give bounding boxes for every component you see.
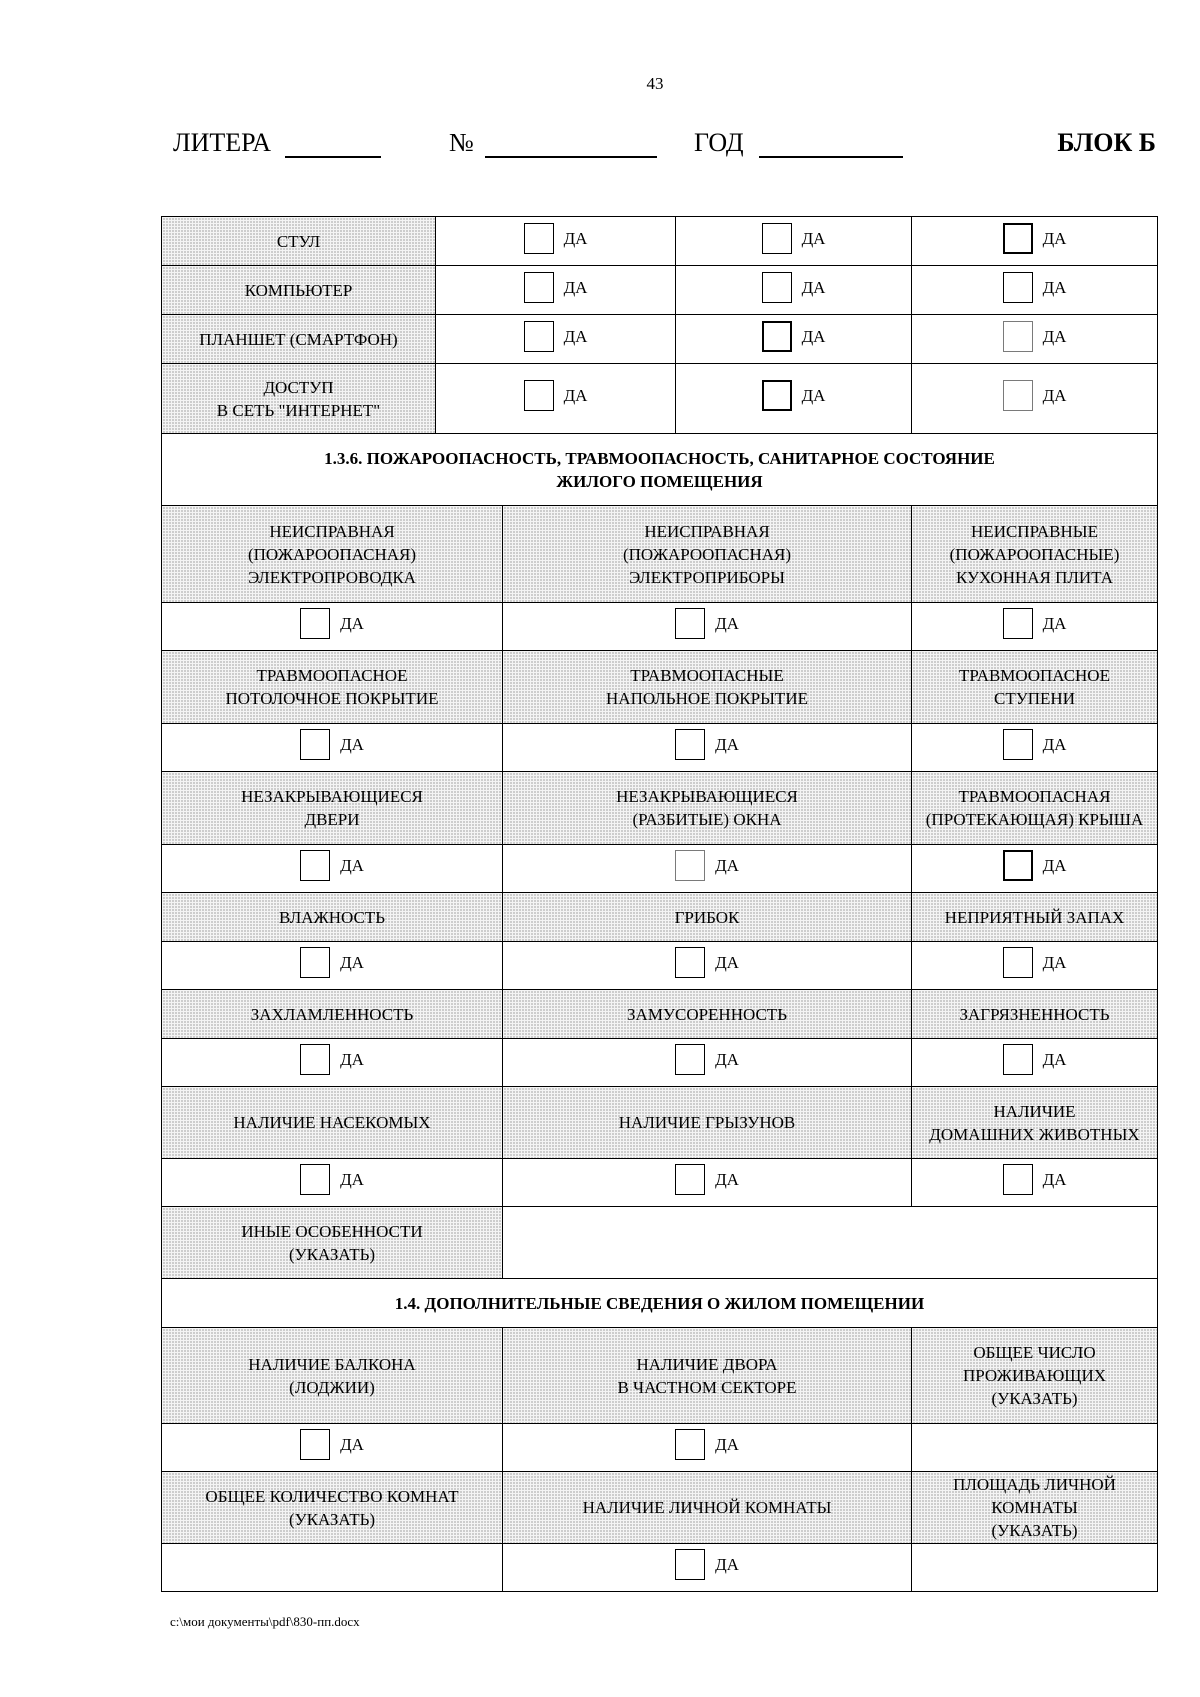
hazard-label: ВЛАЖНОСТЬ [162, 893, 503, 942]
checkbox-square[interactable] [524, 380, 554, 411]
checkbox-square[interactable] [762, 380, 792, 411]
hazard-label: НАЛИЧИЕ НАСЕКОМЫХ [162, 1087, 503, 1159]
hazard-label-row [162, 1087, 1158, 1159]
rooms-count-field[interactable] [162, 1544, 503, 1592]
hazard-label: НЕЗАКРЫВАЮЩИЕСЯ (РАЗБИТЫЕ) ОКНА [503, 772, 912, 845]
hazard-label: ЗАХЛАМЛЕННОСТЬ [162, 990, 503, 1039]
hazard-check-row [162, 942, 1158, 990]
extra-info-label: ПЛОЩАДЬ ЛИЧНОЙ КОМНАТЫ (УКАЗАТЬ) [912, 1472, 1158, 1544]
yes-checkbox[interactable]: ДА [675, 1429, 739, 1460]
checkbox-square[interactable] [1003, 321, 1033, 352]
yes-checkbox[interactable]: ДА [524, 272, 588, 303]
extra-info-label: ОБЩЕЕ ЧИСЛО ПРОЖИВАЮЩИХ (УКАЗАТЬ) [912, 1328, 1158, 1424]
hazard-label: НЕИСПРАВНАЯ (ПОЖАРООПАСНАЯ) ЭЛЕКТРОПРОВОДКА [162, 506, 503, 603]
equipment-label: СТУЛ [162, 217, 436, 266]
checkbox-square[interactable] [675, 1429, 705, 1460]
hazard-check-row [162, 1159, 1158, 1207]
equipment-label: ПЛАНШЕТ (СМАРТФОН) [162, 315, 436, 364]
checkbox-square[interactable] [524, 321, 554, 352]
hazard-label: ТРАВМООПАСНЫЕ НАПОЛЬНОЕ ПОКРЫТИЕ [503, 651, 912, 724]
equipment-label: КОМПЬЮТЕР [162, 266, 436, 315]
checkbox-square[interactable] [1003, 223, 1033, 254]
checkbox-square[interactable] [675, 729, 705, 760]
yes-checkbox[interactable]: ДА [762, 223, 826, 254]
yes-checkbox[interactable]: ДА [1003, 321, 1067, 352]
hazard-label-row [162, 651, 1158, 724]
extra-info-label: НАЛИЧИЕ ДВОРА В ЧАСТНОМ СЕКТОРЕ [503, 1328, 912, 1424]
extra-info-label: НАЛИЧИЕ ЛИЧНОЙ КОМНАТЫ [503, 1472, 912, 1544]
checkbox-square[interactable] [1003, 1164, 1033, 1195]
checkbox-square[interactable] [675, 1549, 705, 1580]
hazard-label: НЕИСПРАВНАЯ (ПОЖАРООПАСНАЯ) ЭЛЕКТРОПРИБОРЫ [503, 506, 912, 603]
hazard-check-row [162, 1039, 1158, 1087]
checkbox-square[interactable] [1003, 1044, 1033, 1075]
hazard-label: ЗАГРЯЗНЕННОСТЬ [912, 990, 1158, 1039]
extra-info-check-row [162, 1544, 1158, 1592]
checkbox-square[interactable] [300, 608, 330, 639]
yes-checkbox[interactable]: ДА [1003, 1164, 1067, 1195]
hazard-label-row [162, 506, 1158, 603]
checkbox-square[interactable] [762, 223, 792, 254]
yes-checkbox[interactable]: ДА [524, 223, 588, 254]
hazard-label: НАЛИЧИЕ ДОМАШНИХ ЖИВОТНЫХ [912, 1087, 1158, 1159]
checkbox-square[interactable] [300, 1164, 330, 1195]
yes-checkbox[interactable]: ДА [300, 947, 364, 978]
yes-checkbox[interactable]: ДА [762, 321, 826, 352]
yes-checkbox[interactable]: ДА [675, 1549, 739, 1580]
yes-checkbox[interactable]: ДА [675, 608, 739, 639]
hazard-label: НАЛИЧИЕ ГРЫЗУНОВ [503, 1087, 912, 1159]
hazard-label: ЗАМУСОРЕННОСТЬ [503, 990, 912, 1039]
other-features-label: ИНЫЕ ОСОБЕННОСТИ (УКАЗАТЬ) [162, 1207, 503, 1279]
checkbox-square[interactable] [300, 1044, 330, 1075]
number-label: № [449, 128, 474, 157]
yes-checkbox[interactable]: ДА [1003, 380, 1067, 411]
checkbox-square[interactable] [1003, 608, 1033, 639]
extra-info-label-row [162, 1472, 1158, 1544]
yes-checkbox[interactable]: ДА [300, 729, 364, 760]
hazard-label-row [162, 772, 1158, 845]
yes-checkbox[interactable]: ДА [762, 380, 826, 411]
checkbox-square[interactable] [675, 608, 705, 639]
hazard-label: ТРАВМООПАСНОЕ ПОТОЛОЧНОЕ ПОКРЫТИЕ [162, 651, 503, 724]
hazard-label: ТРАВМООПАСНАЯ (ПРОТЕКАЮЩАЯ) КРЫША [912, 772, 1158, 845]
checkbox-square[interactable] [300, 729, 330, 760]
checkbox-square[interactable] [300, 1429, 330, 1460]
hazard-label-row [162, 990, 1158, 1039]
yes-checkbox[interactable]: ДА [675, 850, 739, 881]
hazard-label: НЕПРИЯТНЫЙ ЗАПАХ [912, 893, 1158, 942]
other-features-field[interactable] [503, 1207, 1158, 1279]
yes-checkbox[interactable]: ДА [1003, 223, 1067, 254]
footer-file-path: c:\мои документы\pdf\830-пп.docx [170, 1614, 360, 1629]
yes-checkbox[interactable]: ДА [1003, 729, 1067, 760]
checkbox-square[interactable] [762, 272, 792, 303]
yes-checkbox[interactable]: ДА [524, 380, 588, 411]
hazard-check-row [162, 845, 1158, 893]
number-field[interactable] [485, 156, 657, 158]
checkbox-square[interactable] [1003, 947, 1033, 978]
checkbox-square[interactable] [524, 272, 554, 303]
section-136-title: 1.3.6. ПОЖАРООПАСНОСТЬ, ТРАВМООПАСНОСТЬ, САНИТАРНОЕ СОСТОЯНИЕ ЖИЛОГО ПОМЕЩЕНИЯ [162, 434, 1158, 506]
checkbox-square[interactable] [675, 1164, 705, 1195]
yes-checkbox[interactable]: ДА [1003, 1044, 1067, 1075]
hazard-label: НЕИСПРАВНЫЕ (ПОЖАРООПАСНЫЕ) КУХОННАЯ ПЛИТА [912, 506, 1158, 603]
year-label: ГОД [694, 128, 744, 157]
year-field[interactable] [759, 156, 903, 158]
residents-count-field[interactable] [912, 1424, 1158, 1472]
yes-checkbox[interactable]: ДА [762, 272, 826, 303]
yes-checkbox[interactable]: ДА [1003, 850, 1067, 881]
checkbox-square[interactable] [675, 1044, 705, 1075]
equipment-row [162, 315, 1158, 364]
equipment-row [162, 217, 1158, 266]
section-136-header-row [162, 434, 1158, 506]
yes-checkbox[interactable]: ДА [1003, 608, 1067, 639]
yes-checkbox[interactable]: ДА [300, 850, 364, 881]
yes-checkbox[interactable]: ДА [300, 1429, 364, 1460]
checkbox-square[interactable] [300, 947, 330, 978]
checkbox-square[interactable] [300, 850, 330, 881]
extra-info-label: ОБЩЕЕ КОЛИЧЕСТВО КОМНАТ (УКАЗАТЬ) [162, 1472, 503, 1544]
yes-checkbox[interactable]: ДА [300, 608, 364, 639]
section-14-title: 1.4. ДОПОЛНИТЕЛЬНЫЕ СВЕДЕНИЯ О ЖИЛОМ ПОМЕЩЕНИИ [162, 1279, 1158, 1328]
yes-checkbox[interactable]: ДА [675, 1044, 739, 1075]
extra-info-label: НАЛИЧИЕ БАЛКОНА (ЛОДЖИИ) [162, 1328, 503, 1424]
checkbox-square[interactable] [1003, 850, 1033, 881]
checkbox-square[interactable] [1003, 272, 1033, 303]
section-14-header-row [162, 1279, 1158, 1328]
other-features-row [162, 1207, 1158, 1279]
checkbox-square[interactable] [1003, 729, 1033, 760]
room-area-field[interactable] [912, 1544, 1158, 1592]
hazard-check-row [162, 603, 1158, 651]
hazard-label: НЕЗАКРЫВАЮЩИЕСЯ ДВЕРИ [162, 772, 503, 845]
litera-field[interactable] [285, 156, 381, 158]
yes-checkbox[interactable]: ДА [1003, 947, 1067, 978]
hazard-label: ГРИБОК [503, 893, 912, 942]
extra-info-label-row [162, 1328, 1158, 1424]
extra-info-check-row [162, 1424, 1158, 1472]
checkbox-square[interactable] [524, 223, 554, 254]
yes-checkbox[interactable]: ДА [675, 729, 739, 760]
document-header [173, 128, 1156, 168]
checkbox-square[interactable] [1003, 380, 1033, 411]
equipment-label: ДОСТУП В СЕТЬ "ИНТЕРНЕТ" [162, 364, 436, 434]
hazard-label: ТРАВМООПАСНОЕ СТУПЕНИ [912, 651, 1158, 724]
hazard-check-row [162, 724, 1158, 772]
checkbox-square[interactable] [675, 947, 705, 978]
yes-checkbox[interactable]: ДА [1003, 272, 1067, 303]
survey-form-table [161, 216, 1158, 1592]
yes-checkbox[interactable]: ДА [675, 1164, 739, 1195]
yes-checkbox[interactable]: ДА [675, 947, 739, 978]
equipment-row [162, 364, 1158, 434]
yes-checkbox[interactable]: ДА [300, 1044, 364, 1075]
hazard-label-row [162, 893, 1158, 942]
equipment-row [162, 266, 1158, 315]
block-label: БЛОК Б [1057, 128, 1156, 157]
checkbox-square[interactable] [762, 321, 792, 352]
yes-checkbox[interactable]: ДА [300, 1164, 364, 1195]
litera-label: ЛИТЕРА [173, 128, 272, 157]
page-number: 43 [646, 74, 664, 93]
checkbox-square[interactable] [675, 850, 705, 881]
yes-checkbox[interactable]: ДА [524, 321, 588, 352]
